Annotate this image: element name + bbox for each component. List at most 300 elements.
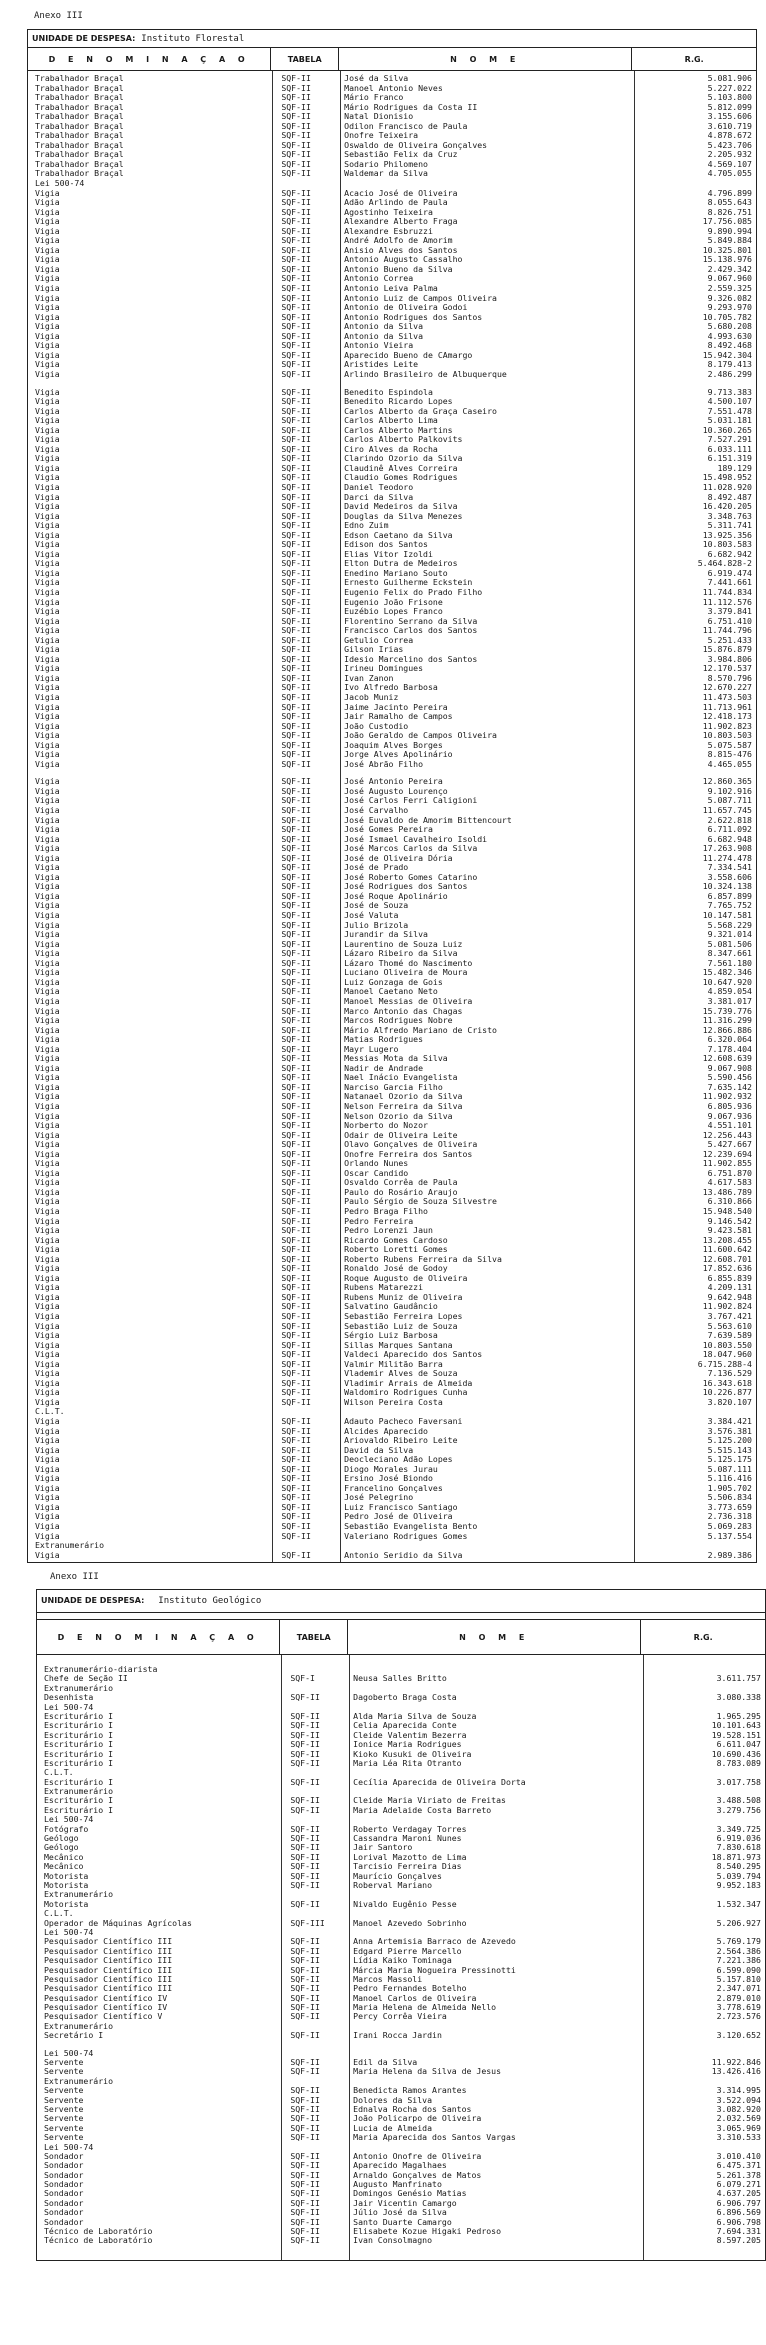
rg-cell: 3.558.606 (707, 871, 752, 882)
rg-cell: 3.488.508 (716, 1795, 761, 1806)
tabela-cell: SQF-II (281, 1454, 311, 1465)
rg-cell: 189.129 (717, 462, 752, 473)
table-row (28, 1236, 756, 1246)
table-row (28, 303, 756, 313)
rg-cell: 7.694.331 (716, 2226, 761, 2237)
rg-cell: 6.151.319 (707, 453, 752, 464)
nome-cell: Maria Léa Rita Otranto (353, 1758, 462, 1768)
denominacao-cell: Vigia (35, 341, 60, 351)
tabela-cell: SQF-II (281, 481, 311, 492)
rg-cell: 2.205.932 (707, 149, 752, 160)
nome-cell: Antonio da Silva (344, 331, 424, 341)
denominacao-cell: Vigia (35, 331, 60, 341)
tabela-cell: SQF-II (281, 739, 311, 750)
tabela-cell: SQF-II (281, 101, 311, 112)
denominacao-cell: Vigia (35, 1522, 60, 1532)
denominacao-cell: Extranumerário (44, 1890, 114, 1900)
nome-cell: Cleide Valentim Bezerra (353, 1730, 467, 1740)
table-row (28, 435, 756, 445)
denominacao-cell: Extranumerário (44, 2021, 114, 2031)
tabela-cell: SQF-II (281, 1253, 311, 1264)
header-tabela: TABELA (271, 48, 339, 70)
denominacao-cell: Vigia (35, 597, 60, 607)
denominacao-cell: Sondador (44, 2151, 84, 2161)
table-row (37, 1956, 765, 1965)
tabela-cell: SQF-II (281, 405, 311, 416)
rg-cell: 5.206.927 (716, 1917, 761, 1928)
row-gap (28, 380, 756, 388)
section-heading-row (28, 1407, 756, 1417)
nome-cell: Osvaldo Corrêa de Paula (344, 1178, 458, 1188)
denominacao-cell: Vigia (35, 1474, 60, 1484)
tabela-cell: SQF-II (281, 1196, 311, 1207)
nome-cell: Alexandre Alberto Fraga (344, 217, 458, 227)
nome-cell: Cecília Aparecida de Oliveira Dorta (353, 1777, 526, 1787)
nome-cell: Paulo Sérgio de Souza Silvestre (344, 1197, 497, 1207)
table-row (28, 1188, 756, 1198)
unit-label: UNIDADE DE DESPESA: (32, 34, 136, 43)
nome-cell: Ersino José Biondo (344, 1474, 433, 1484)
nome-cell: Nael Inácio Evangelista (344, 1073, 458, 1083)
denominacao-cell: Vigia (35, 673, 60, 683)
table-row (28, 540, 756, 550)
nome-cell: Oswaldo de Oliveira Gonçalves (344, 140, 488, 150)
table-row (37, 2003, 765, 2012)
table-row (28, 208, 756, 218)
rg-cell: 11.744.796 (702, 625, 752, 636)
denominacao-cell: Vigia (35, 1216, 60, 1226)
table-row (28, 1522, 756, 1532)
tabela-cell: SQF-II (281, 929, 311, 940)
section-heading-row (37, 1665, 765, 1674)
nome-cell: Luciano Oliveira de Moura (344, 968, 468, 978)
table-row (37, 1994, 765, 2003)
denominacao-cell: Vigia (35, 1445, 60, 1455)
table-row (28, 274, 756, 284)
rg-cell: 1.905.702 (707, 1482, 752, 1493)
nome-cell: José Carvalho (344, 806, 409, 816)
rg-cell: 4.859.054 (707, 986, 752, 997)
denominacao-cell: Vigia (35, 1254, 60, 1264)
denominacao-cell: Mecânico (44, 1862, 84, 1872)
rg-cell: 12.670.227 (702, 682, 752, 693)
table-row (28, 1312, 756, 1322)
rg-cell: 15.942.304 (702, 349, 752, 360)
rg-cell: 2.879.010 (716, 1992, 761, 2003)
nome-cell: Benedito Ricardo Lopes (344, 397, 453, 407)
table-row (28, 1436, 756, 1446)
denominacao-cell: Vigia (35, 406, 60, 416)
table-row (28, 294, 756, 304)
tabela-cell: SQF-II (290, 2057, 320, 2068)
tabela-cell: SQF-II (281, 596, 311, 607)
table-row (37, 1740, 765, 1749)
nome-cell: Júlio José da Silva (353, 2208, 447, 2218)
nome-cell: Maria Aparecida dos Santos Vargas (353, 2133, 516, 2143)
nome-cell: Eugenio João Frisone (344, 597, 443, 607)
denominacao-cell: Escriturário I (44, 1805, 114, 1815)
nome-cell: Alda Maria Silva de Souza (353, 1711, 477, 1721)
table-row (28, 1322, 756, 1332)
nome-cell: Enedino Mariano Souto (344, 568, 448, 578)
nome-cell: Waldemar da Silva (344, 169, 428, 179)
rg-cell: 6.682.948 (707, 833, 752, 844)
table-row (28, 712, 756, 722)
table-row (28, 131, 756, 141)
table-row (28, 978, 756, 988)
nome-cell: Ronaldo José de Godoy (344, 1264, 448, 1274)
table-row (37, 2161, 765, 2170)
nome-cell: Nivaldo Eugênio Pesse (353, 1899, 457, 1909)
table-row (37, 1674, 765, 1683)
denominacao-cell: Vigia (35, 1187, 60, 1197)
denominacao-cell: Trabalhador Braçal (35, 150, 124, 160)
nome-cell: Carlos Alberto Martins (344, 425, 453, 435)
table-row (28, 189, 756, 199)
denominacao-cell: Vigia (35, 198, 60, 208)
nome-cell: José Gomes Pereira (344, 825, 433, 835)
table-row (37, 1853, 765, 1862)
rg-cell: 3.348.763 (707, 510, 752, 521)
table-row (37, 1825, 765, 1834)
nome-cell: Valmir Militão Barra (344, 1359, 443, 1369)
nome-cell: José Marcos Carlos da Silva (344, 844, 478, 854)
rg-cell: 4.617.583 (707, 1177, 752, 1188)
nome-cell: Florentino Serrano da Silva (344, 616, 478, 626)
tabela-cell: SQF-II (281, 491, 311, 502)
nome-cell: Antonio Bueno da Silva (344, 264, 453, 274)
table-row (28, 930, 756, 940)
nome-cell: Luiz Francisco Santiago (344, 1502, 458, 1512)
nome-cell: Tarcisio Ferreira Dias (353, 1862, 462, 1872)
denominacao-cell: Vigia (35, 987, 60, 997)
table-row (28, 1140, 756, 1150)
denominacao-cell: Vigia (35, 949, 60, 959)
rg-cell: 10.101.643 (711, 1720, 761, 1731)
tabela-cell: SQF-II (290, 1757, 320, 1768)
denominacao-cell: Vigia (35, 188, 60, 198)
tabela-cell: SQF-II (281, 187, 311, 198)
denominacao-cell: Vigia (35, 559, 60, 569)
nome-cell: Jair Ramalho de Campos (344, 712, 453, 722)
table-row (28, 806, 756, 816)
rg-cell: 3.820.107 (707, 1396, 752, 1407)
rg-cell: 5.563.610 (707, 1320, 752, 1331)
denominacao-cell: Vigia (35, 1121, 60, 1131)
nome-cell: Acacio José de Oliveira (344, 188, 458, 198)
table-row (28, 1007, 756, 1017)
denominacao-cell: Trabalhador Braçal (35, 169, 124, 179)
denominacao-cell: Vigia (35, 939, 60, 949)
denominacao-cell: Servente (44, 2095, 84, 2105)
tabela-cell: SQF-II (281, 1444, 311, 1455)
column-divider (340, 71, 341, 1562)
rg-cell: 5.423.706 (707, 139, 752, 150)
nome-cell: Odilon Francisco de Paula (344, 121, 468, 131)
rg-cell: 4.878.672 (707, 130, 752, 141)
rg-cell: 5.125.200 (707, 1435, 752, 1446)
denominacao-cell: Vigia (35, 1082, 60, 1092)
nome-cell (348, 1890, 641, 1899)
rg-cell: 7.136.529 (707, 1368, 752, 1379)
denominacao-cell: Vigia (35, 882, 60, 892)
rg-cell: 8.492.487 (707, 491, 752, 502)
rg-cell: 15.876.879 (702, 644, 752, 655)
denominacao-cell: Vigia (35, 1111, 60, 1121)
table-row (37, 1834, 765, 1843)
table-row (28, 588, 756, 598)
nome-cell: Antonio de Oliveira Godoi (344, 303, 468, 313)
rg-cell: 2.736.318 (707, 1511, 752, 1522)
nome-cell: Ivan Zanon (344, 673, 394, 683)
denominacao-cell: Sondador (44, 2198, 84, 2208)
table-row (28, 502, 756, 512)
unit-name: Instituto Florestal (141, 34, 245, 44)
rg-cell: 8.783.089 (716, 1757, 761, 1768)
denominacao-cell: Vigia (35, 968, 60, 978)
tabela-cell: SQF-II (290, 1729, 320, 1740)
rg-cell: 10.324.138 (702, 881, 752, 892)
tabela-cell: SQF-II (281, 1225, 311, 1236)
table-row (28, 397, 756, 407)
table-row (28, 1369, 756, 1379)
nome-cell: Carlos Alberto Lima (344, 416, 438, 426)
rg-cell: 12.608.639 (702, 1053, 752, 1064)
tabela-cell: SQF-II (281, 749, 311, 760)
rg-cell: 3.767.421 (707, 1311, 752, 1321)
table-row (37, 1778, 765, 1787)
denominacao-cell: Vigia (35, 1245, 60, 1255)
rg-cell: 9.321.014 (707, 929, 752, 940)
table-row (28, 1121, 756, 1131)
table-row (28, 816, 756, 826)
nome-cell: Ivan Consolmagno (353, 2236, 433, 2246)
tabela-cell: SQF-II (290, 1795, 320, 1806)
tabela-cell: SQF-II (281, 434, 311, 445)
nome-cell: José Augusto Lourenço (344, 786, 448, 796)
table-row (28, 1054, 756, 1064)
rg-cell: 5.137.554 (707, 1530, 752, 1541)
nome-cell: Sodario Philomeno (344, 159, 428, 169)
rg-cell: 2.429.342 (707, 263, 752, 274)
table-row (28, 103, 756, 113)
rg-cell: 6.805.936 (707, 1100, 752, 1111)
denominacao-cell: Escriturário I (44, 1749, 114, 1759)
section-heading-row (37, 2049, 765, 2058)
table-row (28, 236, 756, 246)
rg-cell: 3.610.719 (707, 120, 752, 131)
rg-cell: 7.830.618 (716, 1842, 761, 1853)
nome-cell (348, 1909, 641, 1918)
rg-cell: 2.486.299 (707, 368, 752, 379)
tabela-cell: SQF-II (281, 1129, 311, 1140)
rg-cell: 6.919.036 (716, 1833, 761, 1844)
tabela-cell: SQF-II (290, 1973, 320, 1984)
nome-cell: José Rodrigues dos Santos (344, 882, 468, 892)
tabela-cell: SQF-II (281, 82, 311, 93)
tabela-cell: SQF-II (290, 1833, 320, 1844)
tabela-cell: SQF-II (281, 890, 311, 901)
table-row (28, 1474, 756, 1484)
table-row (28, 968, 756, 978)
nome-cell: Vladimir Arrais de Almeida (344, 1378, 473, 1388)
denominacao-cell: Geólogo (44, 1834, 79, 1844)
rg-cell: 11.744.834 (702, 586, 752, 597)
tabela-cell: SQF-II (281, 910, 311, 921)
nome-cell: Alexandre Esbruzzi (344, 226, 433, 236)
rg-cell: 12.418.173 (702, 711, 752, 722)
table-row (28, 1217, 756, 1227)
rg-cell: 3.120.652 (716, 2030, 761, 2041)
tabela-cell: SQF-II (290, 1692, 320, 1703)
rg-cell: 3.310.533 (716, 2132, 761, 2143)
denominacao-cell: Sondador (44, 2161, 84, 2171)
denominacao-cell: Escriturário I (44, 1711, 114, 1721)
denominacao-cell: Vigia (35, 1464, 60, 1474)
nome-cell: Onofre Ferreira dos Santos (344, 1149, 473, 1159)
rg-cell: 11.316.299 (702, 1015, 752, 1026)
nome-cell: Mayr Lugero (344, 1044, 399, 1054)
denominacao-cell: Servente (44, 2133, 84, 2143)
tabela-cell: SQF-II (281, 1015, 311, 1026)
rg-cell: 15.498.952 (702, 472, 752, 483)
denominacao-cell: Pesquisador Científico V (44, 2012, 163, 2022)
nome-cell: Sillas Marques Santana (344, 1340, 453, 1350)
tabela-cell: SQF-II (290, 2122, 320, 2133)
nome-cell: Eugenio Felix do Prado Filho (344, 587, 483, 597)
nome-cell: Sebastião Luiz de Souza (344, 1321, 458, 1331)
denominacao-cell: Pesquisador Científico III (44, 1984, 173, 1994)
denominacao-cell: Vigia (35, 740, 60, 750)
denominacao-cell: Trabalhador Braçal (35, 74, 124, 83)
nome-cell: Marcos Rodrigues Nobre (344, 1016, 453, 1026)
table-row (37, 1872, 765, 1881)
rg-cell: 3.155.606 (707, 111, 752, 122)
table-row (37, 2012, 765, 2021)
tabela-cell: SQF-II (281, 462, 311, 473)
nome-cell: Cassandra Maroni Nunes (353, 1834, 462, 1844)
tabela-cell: SQF-II (281, 644, 311, 655)
tabela-cell: SQF-II (281, 586, 311, 597)
nome-cell: Mário Franco (344, 93, 404, 103)
denominacao-cell: Vigia (35, 521, 60, 531)
rg-cell: 7.178.404 (707, 1043, 752, 1054)
denominacao-cell: Vigia (35, 1054, 60, 1064)
denominacao-cell: Servente (44, 2123, 84, 2133)
tabela-cell: SQF-II (290, 1851, 320, 1862)
tabela-cell: SQF-II (281, 692, 311, 702)
tabela-cell: SQF-II (281, 1435, 311, 1446)
denominacao-cell: Pesquisador Científico III (44, 1965, 173, 1975)
nome-cell: Waldomiro Rodrigues Cunha (344, 1388, 468, 1398)
denominacao-cell: Vigia (35, 844, 60, 854)
tabela-cell: SQF-II (290, 2226, 320, 2237)
tabela-cell: SQF-II (281, 720, 311, 731)
denominacao-cell: Vigia (35, 236, 60, 246)
table-row (28, 246, 756, 256)
nome-cell (348, 2022, 641, 2031)
table-row (37, 2105, 765, 2114)
denominacao-cell: Vigia (35, 350, 60, 360)
tabela-cell: SQF-II (281, 785, 311, 796)
denominacao-cell: Vigia (35, 1292, 60, 1302)
table-row (37, 1806, 765, 1815)
denominacao-cell: Pesquisador Científico III (44, 1956, 173, 1966)
tabela-cell: SQF-II (290, 2179, 320, 2190)
tabela-cell: SQF-II (281, 216, 311, 227)
table-row (28, 407, 756, 417)
tabela-cell: SQF-II (281, 158, 311, 169)
table-row (37, 2171, 765, 2180)
section-heading-row (37, 1890, 765, 1899)
nome-cell: João Custodio (344, 721, 409, 731)
nome-cell (348, 1665, 641, 1674)
nome-cell: Darci da Silva (344, 492, 414, 502)
rg-cell: 6.896.569 (716, 2207, 761, 2218)
tabela-cell: SQF-II (290, 1739, 320, 1750)
rg-cell: 4.569.107 (707, 158, 752, 169)
table-row (28, 141, 756, 151)
unit-label: UNIDADE DE DESPESA: (41, 1596, 145, 1605)
rg-cell: 4.705.055 (707, 168, 752, 179)
rg-cell: 7.527.291 (707, 434, 752, 445)
nome-cell: Roberto Rubens Ferreira da Silva (344, 1254, 502, 1264)
rg-cell: 6.919.474 (707, 567, 752, 578)
rg-cell: 12.239.694 (702, 1148, 752, 1159)
header-denominacao: D E N O M I N A Ç A O (37, 1620, 280, 1654)
nome-cell: Pedro Braga Filho (344, 1206, 428, 1216)
nome-cell: Celia Aparecida Conte (353, 1721, 457, 1731)
tabela-cell: SQF-II (281, 1272, 311, 1283)
denominacao-cell: Escriturário I (44, 1777, 114, 1787)
tabela-cell: SQF-II (290, 1776, 320, 1787)
rg-cell: 5.103.800 (707, 92, 752, 103)
tabela-cell: SQF-II (281, 1511, 311, 1522)
rg-cell: 13.486.789 (702, 1186, 752, 1197)
denominacao-cell: Vigia (35, 1483, 60, 1493)
tabela-cell: SQF-II (281, 862, 311, 873)
tabela-cell: SQF-II (281, 386, 311, 397)
nome-cell: Manoel Caetano Neto (344, 987, 438, 997)
tabela-cell: SQF-II (281, 1186, 311, 1197)
nome-cell: Matias Rodrigues (344, 1035, 424, 1045)
denominacao-cell: Vigia (35, 796, 60, 806)
rg-cell: 6.751.870 (707, 1167, 752, 1178)
table-row (28, 122, 756, 132)
section-heading-row (28, 179, 756, 189)
tabela-cell: SQF-II (281, 321, 311, 332)
tabela-cell: SQF-II (281, 625, 311, 636)
rg-cell: 15.482.346 (702, 967, 752, 978)
nome-cell: José Carlos Ferri Caligioni (344, 796, 478, 806)
rg-cell: 12.170.537 (702, 663, 752, 674)
tabela-cell: SQF-II (281, 1062, 311, 1073)
table-row (28, 1150, 756, 1160)
rg-cell: 4.500.107 (707, 396, 752, 407)
table-row (28, 636, 756, 646)
nome-cell (348, 1815, 641, 1824)
denominacao-cell: Extranumerário-diarista (44, 1665, 158, 1674)
rg-cell: 9.293.970 (707, 302, 752, 313)
rg-cell: 5.031.181 (707, 415, 752, 426)
nome-cell: Márcia Maria Nogueira Pressinotti (353, 1965, 516, 1975)
table-row (28, 265, 756, 275)
rg-cell: 5.227.022 (707, 82, 752, 93)
table-row (28, 1293, 756, 1303)
table-row (28, 760, 756, 770)
nome-cell: Salvatino Gaudâncio (344, 1302, 438, 1312)
tabela-cell: SQF-II (281, 1416, 311, 1427)
